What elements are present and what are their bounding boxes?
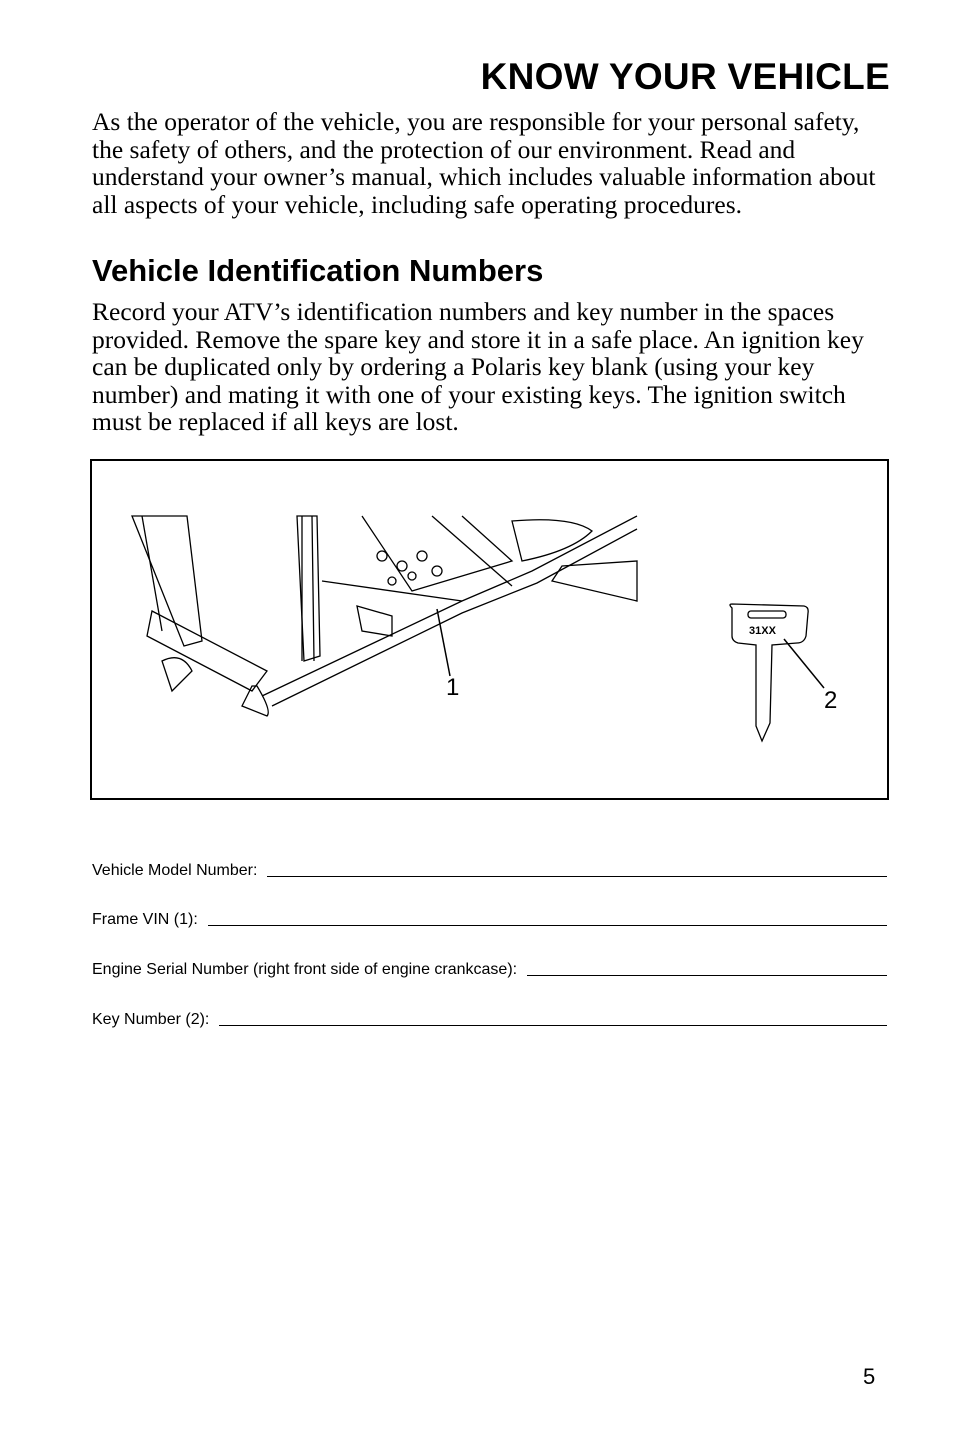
section-paragraph: Record your ATV’s identification numbers and key number in the spaces provided. Remove the spare key and store it in a safe place. An ignition key can be duplicated only by ordering a Polaris key blank (using your key number) and mating it with one of your existing keys. The ignition switch must be replaced if all keys are lost. — [92, 297, 864, 437]
write-in-line[interactable] — [527, 974, 887, 976]
vehicle-model-number-field[interactable] — [92, 862, 887, 880]
write-in-line[interactable] — [208, 924, 887, 926]
engine-serial-number-field[interactable] — [92, 961, 887, 979]
write-in-line[interactable] — [219, 1024, 887, 1026]
write-in-line[interactable] — [267, 875, 887, 877]
field-label: Key Number (2): — [92, 1011, 210, 1028]
field-label: Vehicle Model Number: — [92, 862, 258, 879]
callout-1-leader — [437, 609, 450, 676]
callout-2-leader — [784, 639, 824, 688]
atv-frame-drawing — [132, 516, 637, 716]
frame-vin-field[interactable] — [92, 911, 887, 929]
page-number: 5 — [863, 1364, 876, 1389]
page-title: KNOW YOUR VEHICLE — [480, 56, 890, 97]
vin-location-figure — [90, 459, 889, 800]
key-number-field[interactable] — [92, 1011, 887, 1029]
field-label: Engine Serial Number (right front side of engine crankcase): — [92, 961, 518, 978]
callout-2-key-number: 2 — [824, 687, 838, 714]
section-heading: Vehicle Identification Numbers — [92, 253, 544, 288]
field-label: Frame VIN (1): — [92, 911, 198, 928]
key-number-stamp: 31XX — [749, 625, 776, 637]
callout-1-frame-vin: 1 — [446, 674, 460, 701]
intro-paragraph: As the operator of the vehicle, you are responsible for your personal safety, the safety of others, and the protection of our environment. Read and understand your owner’s manual, which includes valuable information about all aspects of your vehicle, including safe operating procedures. — [92, 107, 876, 219]
